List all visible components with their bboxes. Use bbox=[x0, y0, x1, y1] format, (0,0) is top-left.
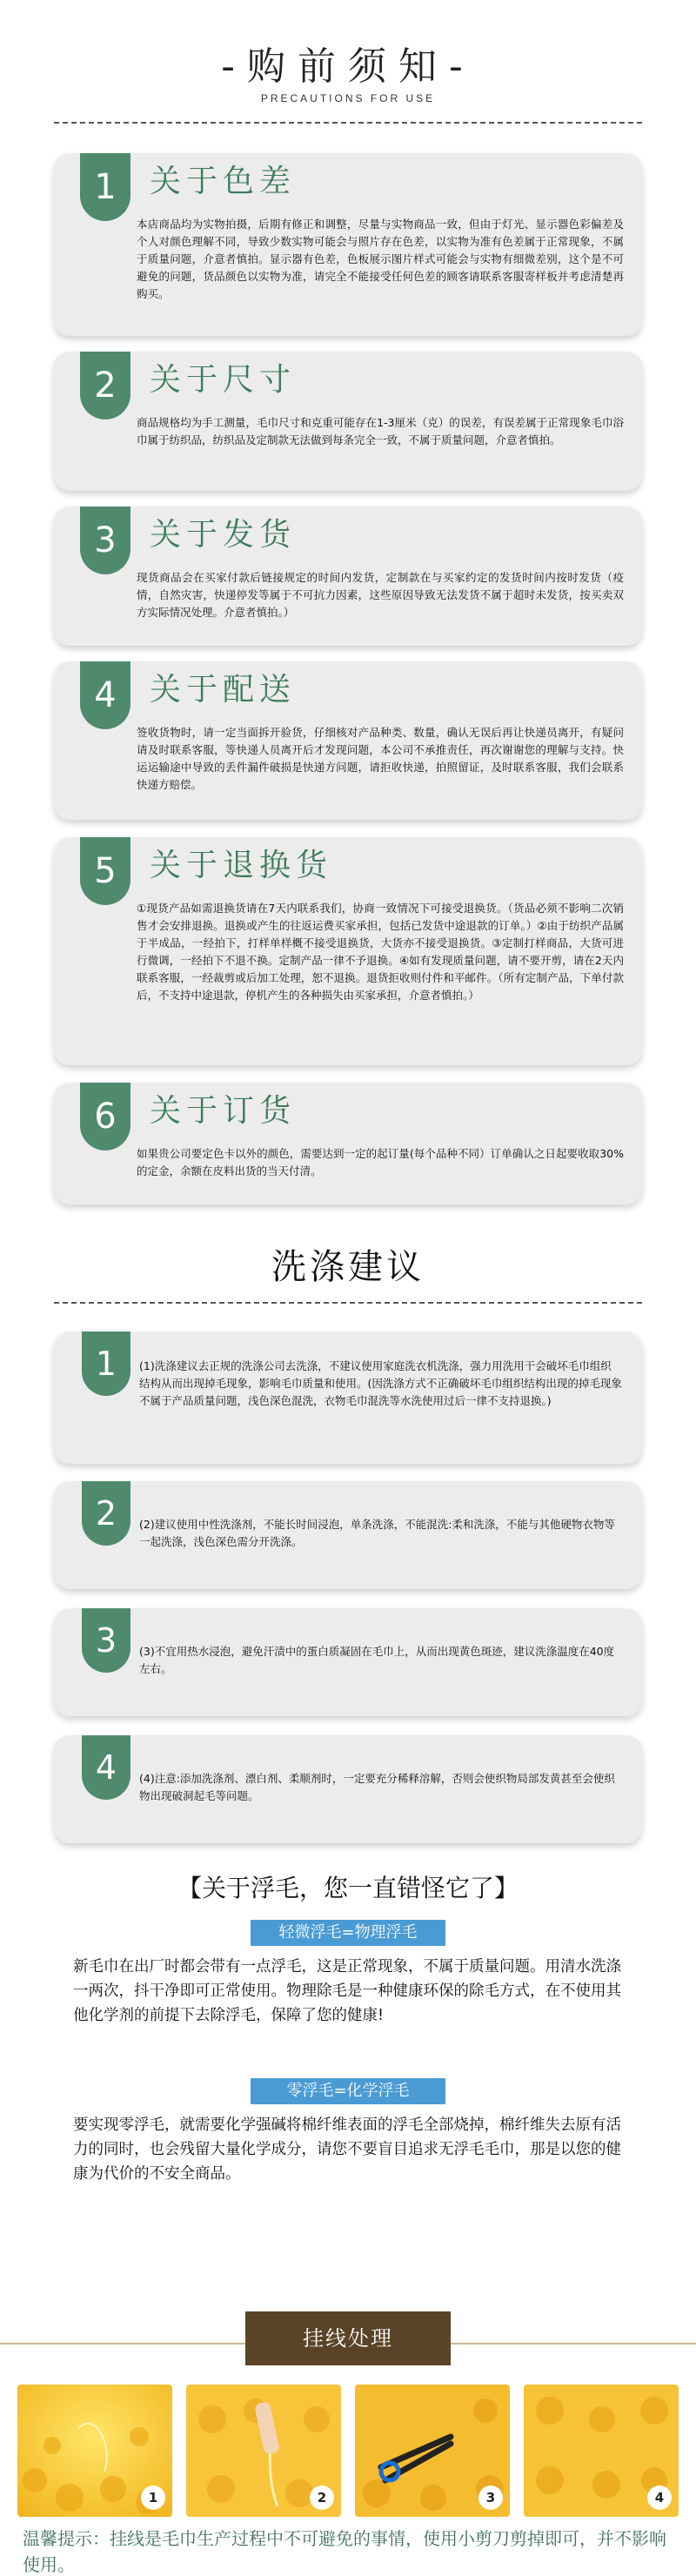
notice-title: 关于配送 bbox=[150, 672, 297, 708]
notice-title: 关于色差 bbox=[150, 164, 297, 199]
photo-number: 4 bbox=[647, 2485, 672, 2510]
thread-photo-4 bbox=[524, 2385, 679, 2517]
notice-card-size bbox=[54, 352, 642, 491]
number-badge: 1 bbox=[82, 1332, 130, 1396]
wash-divider bbox=[54, 1302, 642, 1304]
notice-card-shipping bbox=[54, 506, 642, 646]
thread-photo-2 bbox=[186, 2385, 341, 2517]
notice-card-delivery bbox=[54, 661, 642, 820]
number-badge: 6 bbox=[80, 1083, 130, 1150]
notice-body: 如果贵公司要定色卡以外的颜色，需要达到一定的起订量(每个品种不同）订单确认之日起要收取30%的定金，余额在皮料出货的当天付清。 bbox=[137, 1147, 624, 1177]
thread-photo-1 bbox=[17, 2385, 172, 2517]
wash-card-2 bbox=[54, 1481, 642, 1589]
pilling-tag-chemical: 零浮毛=化学浮毛 bbox=[251, 2078, 445, 2104]
pilling-text-physical: 新毛巾在出厂时都会带有一点浮毛，这是正常现象，不属于质量问题。用清水洗涤一两次，抖干净即可正常使用。物理除毛是一种健康环保的除毛方式，在不使用其他化学剂的前提下去除浮毛，保障了您的健康! bbox=[73, 1958, 621, 2024]
notice-title: 关于退换货 bbox=[150, 848, 333, 883]
number-badge: 3 bbox=[80, 506, 130, 574]
wash-tip-text: (2)建议使用中性洗涤剂，不能长时间浸泡，单条洗涤，不能混洗:柔和洗涤，不能与其他硬物衣物等一起洗涤，浅色深色需分开洗涤。 bbox=[139, 1518, 615, 1548]
number-badge: 2 bbox=[82, 1481, 130, 1546]
number-badge: 5 bbox=[80, 837, 130, 905]
wash-section-title: 洗涤建议 bbox=[271, 1247, 425, 1287]
number-badge: 4 bbox=[82, 1735, 130, 1800]
notice-title: 关于订货 bbox=[150, 1093, 297, 1129]
thread-banner: 挂线处理 bbox=[245, 2311, 451, 2365]
wash-card-4 bbox=[54, 1735, 642, 1843]
number-badge: 3 bbox=[82, 1608, 130, 1673]
wash-card-1 bbox=[54, 1332, 642, 1464]
number-badge: 2 bbox=[80, 352, 130, 419]
pilling-title: 【关于浮毛，您一直错怪它了】 bbox=[177, 1874, 519, 1902]
notice-body: 现货商品会在买家付款后链接规定的时间内发货，定制款在与买家约定的发货时间内按时发货（疫情，自然灾害，快递停发等属于不可抗力因素，这些原因导致无法发货不属于超时未发货，按买卖双方实际情况处理。介意者慎拍。） bbox=[137, 571, 624, 619]
photo-number: 3 bbox=[478, 2485, 503, 2510]
pilling-tag-physical: 轻微浮毛=物理浮毛 bbox=[251, 1920, 445, 1946]
notice-card-returns bbox=[54, 837, 642, 1065]
number-badge: 1 bbox=[80, 153, 130, 221]
warm-tip-text: 温馨提示：挂线是毛巾生产过程中不可避免的事情，使用小剪刀剪掉即可，并不影响使用。 bbox=[23, 2528, 666, 2575]
page-header bbox=[0, 0, 696, 131]
notice-body: ①现货产品如需退换货请在7天内联系我们，协商一致情况下可接受退换货。（货品必须不影响二次销售才会安排退换。退换或产生的往返运费买家承担，包括已发货中途退款的订单。）②由于纺织产品属于半成品，一经拍下，打样单样概不接受退换货，大货亦不接受退换货。③定制打样商品，大货可进行微调，一经拍下不退不换。定制产品一律不予退换。④如有发现质量问题，请不要开剪，请在2天内联系客服，一经裁剪或后加工处理，恕不退换。退货拒收则付件和平邮件。（所有定制产品，下单付款后，不支持中途退款，停机产生的各种损失由买家承担，介意者慎拍。） bbox=[137, 902, 624, 1002]
page-subtitle: PRECAUTIONS FOR USE bbox=[260, 92, 436, 104]
notice-card-ordering bbox=[54, 1083, 642, 1204]
photo-number: 1 bbox=[141, 2485, 165, 2510]
notice-body: 商品规格均为手工测量，毛巾尺寸和克重可能存在1-3厘米（克）的误差，有误差属于正常现象毛巾浴巾属于纺织品，纺织品及定制款无法做到每条完全一致，不属于质量问题，介意者慎拍。 bbox=[137, 416, 624, 446]
notice-title: 关于发货 bbox=[150, 517, 297, 553]
thread-photo-3 bbox=[355, 2385, 510, 2517]
wash-tip-text: (1)洗涤建议去正规的洗涤公司去洗涤，不建议使用家庭洗衣机洗涤，强力用洗用干会破坏毛巾组织结构从而出现掉毛现象，影响毛巾质量和使用。(因洗涤方式不正确破坏毛巾组织结构出现的掉毛现象不属于产品质量问题，浅色深色混洗，衣物毛巾混洗等水洗使用过后一律不支持退换。) bbox=[139, 1359, 622, 1407]
wash-tip-text: (3)不宜用热水浸泡，避免汗渍中的蛋白质凝固在毛巾上，从而出现黄色斑迹，建议洗涤温度在40度左右。 bbox=[139, 1645, 615, 1675]
notice-title: 关于尺寸 bbox=[150, 362, 297, 398]
notice-card-color bbox=[54, 153, 642, 336]
pilling-text-chemical: 要实现零浮毛，就需要化学强碱将棉纤维表面的浮毛全部烧掉，棉纤维失去原有活力的同时，也会残留大量化学成分，请您不要盲目追求无浮毛毛巾，那是以您的健康为代价的不安全商品。 bbox=[73, 2116, 621, 2183]
notice-body: 签收货物时，请一定当面拆开验货，仔细核对产品种类、数量，确认无误后再让快递员离开，有疑问请及时联系客服，等快递人员离开后才发现问题，本公司不承推责任，再次谢谢您的理解与支持。快运运输途中导致的丢件漏件破损是快递方问题，请拒收快递，拍照留证，及时联系客服，我们会联系快递方赔偿。 bbox=[137, 726, 624, 791]
header-divider bbox=[54, 122, 642, 124]
wash-card-3 bbox=[54, 1608, 642, 1716]
notice-body: 本店商品均为实物拍摄，后期有修正和调整，尽量与实物商品一致，但由于灯光、显示器色彩偏差及个人对颜色理解不同，导致少数实物可能会与照片存在色差，以实物为准有色差属于正常现象，不属于质量问题，介意者慎拍。显示器有色差，色板展示图片样式可能会与实物有细微差别，这个是不可避免的问题，货品颜色以实物为准，请完全不能接受任何色差的顾客请联系客服寄样板并考虑清楚再购买。 bbox=[137, 218, 624, 300]
page-title: -购前须知- bbox=[221, 44, 475, 89]
photo-number: 2 bbox=[310, 2485, 334, 2510]
number-badge: 4 bbox=[80, 661, 130, 729]
wash-tip-text: (4)注意:添加洗涤剂、漂白剂、柔顺剂时，一定要充分稀释溶解，否则会使织物局部发黄甚至会使织物出现破洞起毛等问题。 bbox=[139, 1772, 615, 1802]
